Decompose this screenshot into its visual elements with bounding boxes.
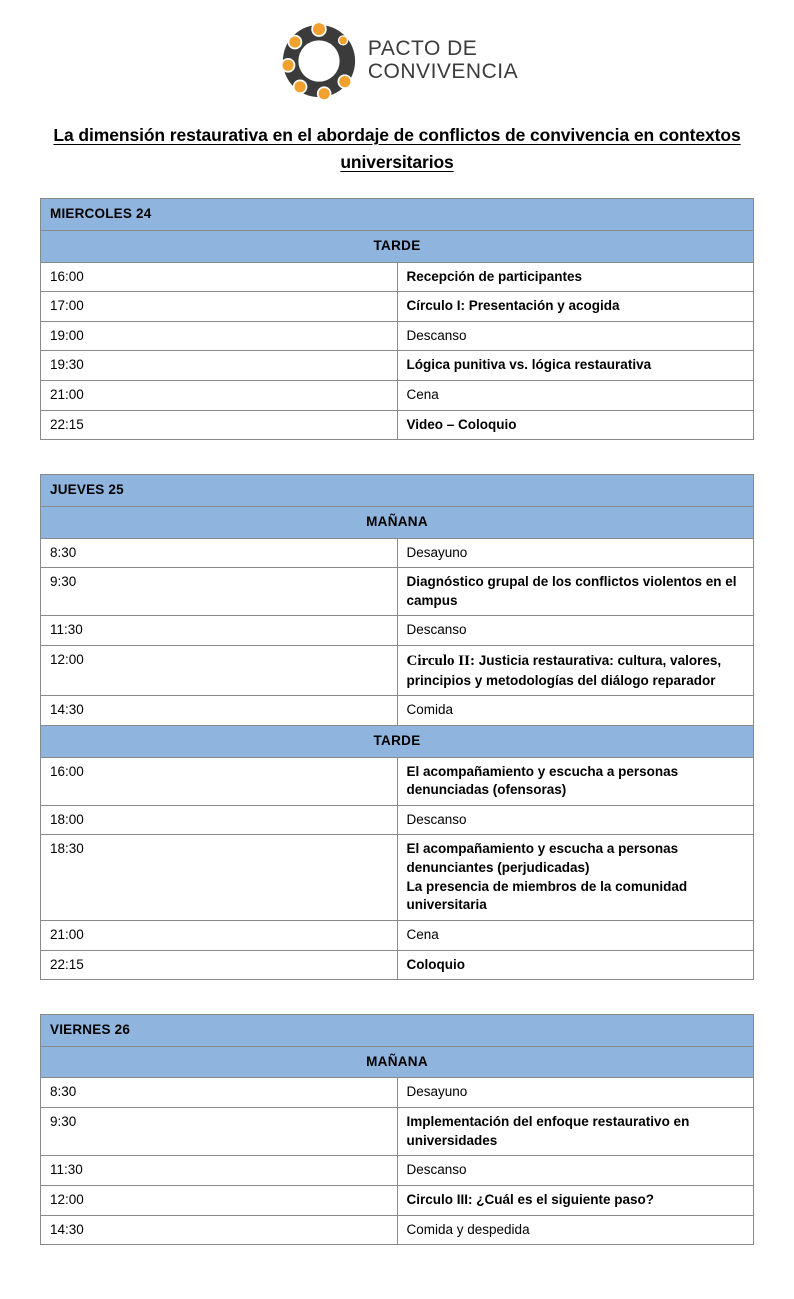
schedule-activity — [397, 646, 754, 696]
schedule-activity — [397, 950, 754, 980]
schedule-row — [41, 1215, 754, 1245]
schedule-activity-text: Descanso — [406, 622, 467, 638]
schedule-row — [41, 835, 754, 921]
schedule-activity — [397, 410, 754, 440]
schedule-time: 9:30 — [41, 1108, 398, 1156]
schedule-activity-text: Diagnóstico grupal de los conflictos violentos en el campus — [406, 574, 737, 608]
schedule-activity-text: Comida — [406, 702, 454, 718]
schedule-activity-text: El acompañamiento y escucha a personas denunciadas (ofensoras) — [406, 763, 679, 798]
schedule-activity-text: Desayuno — [406, 544, 468, 560]
schedule-time: 21:00 — [41, 381, 398, 411]
schedule-row — [41, 696, 754, 726]
session-header-row — [41, 1046, 754, 1078]
schedule-row — [41, 1108, 754, 1156]
schedule-row — [41, 920, 754, 950]
schedule-activity — [397, 616, 754, 646]
schedule-activity-lead: Circulo II: — [406, 653, 475, 669]
schedule-activity — [397, 351, 754, 381]
schedule-activity-text: Implementación del enfoque restaurativo en universidades — [406, 1114, 690, 1148]
schedule-time: 14:30 — [41, 696, 398, 726]
schedule-row — [41, 950, 754, 980]
schedule-row — [41, 1156, 754, 1186]
schedule-row — [41, 351, 754, 381]
day-schedule-table — [40, 1014, 754, 1245]
schedule-time: 14:30 — [41, 1215, 398, 1245]
schedule-container — [40, 198, 754, 1245]
day-header-row — [41, 1015, 754, 1047]
session-label: MAÑANA — [41, 506, 754, 538]
schedule-time: 21:00 — [41, 920, 398, 950]
schedule-row — [41, 616, 754, 646]
logo-wordmark — [368, 38, 518, 83]
schedule-activity — [397, 321, 754, 351]
schedule-activity-text: Lógica punitiva vs. lógica restaurativa — [406, 357, 652, 373]
schedule-activity-text: Descanso — [406, 811, 467, 827]
day-schedule-table — [40, 474, 754, 980]
logo-line-1: PACTO DE — [367, 37, 478, 61]
logo — [276, 18, 518, 104]
schedule-activity — [397, 805, 754, 835]
schedule-activity — [397, 568, 754, 616]
schedule-activity — [397, 381, 754, 411]
day-label: VIERNES 26 — [41, 1015, 754, 1047]
schedule-time: 12:00 — [41, 1185, 398, 1215]
day-label: JUEVES 25 — [41, 475, 754, 507]
session-header-row — [41, 506, 754, 538]
schedule-activity — [397, 1156, 754, 1186]
schedule-activity — [397, 920, 754, 950]
schedule-time: 19:00 — [41, 321, 398, 351]
schedule-activity-text: Coloquio — [406, 956, 465, 972]
schedule-activity-text: Cena — [406, 926, 439, 942]
schedule-activity-text-second-line: La presencia de miembros de la comunidad universitaria — [406, 878, 688, 913]
schedule-activity-text: Descanso — [406, 1162, 467, 1178]
schedule-activity — [397, 1185, 754, 1215]
day-header-row — [41, 199, 754, 231]
session-header-row — [41, 725, 754, 757]
schedule-row — [41, 321, 754, 351]
session-header-row — [41, 230, 754, 262]
schedule-row — [41, 646, 754, 696]
page-title: La dimensión restaurativa en el abordaje de conflictos de convivencia en contextos universitarios — [53, 125, 741, 173]
day-header-row — [41, 475, 754, 507]
schedule-activity — [397, 538, 754, 568]
session-label: TARDE — [41, 725, 754, 757]
session-label: MAÑANA — [41, 1046, 754, 1078]
schedule-time: 17:00 — [41, 292, 398, 322]
schedule-row — [41, 292, 754, 322]
logo-line-2: CONVIVENCIA — [367, 60, 519, 83]
day-label: MIERCOLES 24 — [41, 199, 754, 231]
schedule-time: 19:30 — [41, 351, 398, 381]
schedule-activity — [397, 262, 754, 292]
schedule-time: 9:30 — [41, 568, 398, 616]
schedule-row — [41, 568, 754, 616]
schedule-time: 22:15 — [41, 410, 398, 440]
schedule-activity — [397, 696, 754, 726]
schedule-activity — [397, 1078, 754, 1108]
schedule-time: 22:15 — [41, 950, 398, 980]
schedule-time: 18:30 — [41, 835, 398, 921]
schedule-time: 16:00 — [41, 757, 398, 805]
session-label: TARDE — [41, 230, 754, 262]
schedule-activity — [397, 1108, 754, 1156]
schedule-time: 8:30 — [41, 1078, 398, 1108]
schedule-activity — [397, 1215, 754, 1245]
schedule-activity-text: Cena — [406, 387, 439, 402]
pacto-convivencia-logo-icon — [276, 18, 362, 104]
schedule-activity — [397, 757, 754, 805]
schedule-row — [41, 1185, 754, 1215]
schedule-row — [41, 805, 754, 835]
schedule-row — [41, 1078, 754, 1108]
schedule-activity-text: Circulo III: ¿Cuál es el siguiente paso? — [406, 1191, 655, 1207]
schedule-time: 18:00 — [41, 805, 398, 835]
schedule-activity — [397, 292, 754, 322]
schedule-row — [41, 757, 754, 805]
schedule-activity-text: Comida y despedida — [406, 1221, 530, 1237]
schedule-activity-text: El acompañamiento y escucha a personas denunciantes (perjudicadas) — [406, 841, 679, 876]
schedule-time: 11:30 — [41, 1156, 398, 1186]
schedule-activity — [397, 835, 754, 921]
schedule-activity-rest: Justicia restaurativa: cultura, valores, principios y metodologías del diálogo reparador — [406, 653, 722, 688]
schedule-activity-text: Desayuno — [406, 1084, 468, 1100]
schedule-activity-text: Círculo I: Presentación y acogida — [406, 298, 620, 314]
schedule-time: 8:30 — [41, 538, 398, 568]
schedule-time: 16:00 — [41, 262, 398, 292]
logo-header — [40, 18, 754, 104]
schedule-activity-text: Video – Coloquio — [406, 416, 517, 432]
schedule-time: 12:00 — [41, 646, 398, 696]
schedule-activity-text: Descanso — [406, 327, 467, 343]
schedule-row — [41, 410, 754, 440]
day-schedule-table — [40, 198, 754, 440]
schedule-activity-text: Recepción de participantes — [406, 268, 583, 284]
schedule-row — [41, 538, 754, 568]
schedule-row — [41, 381, 754, 411]
schedule-time: 11:30 — [41, 616, 398, 646]
schedule-row — [41, 262, 754, 292]
